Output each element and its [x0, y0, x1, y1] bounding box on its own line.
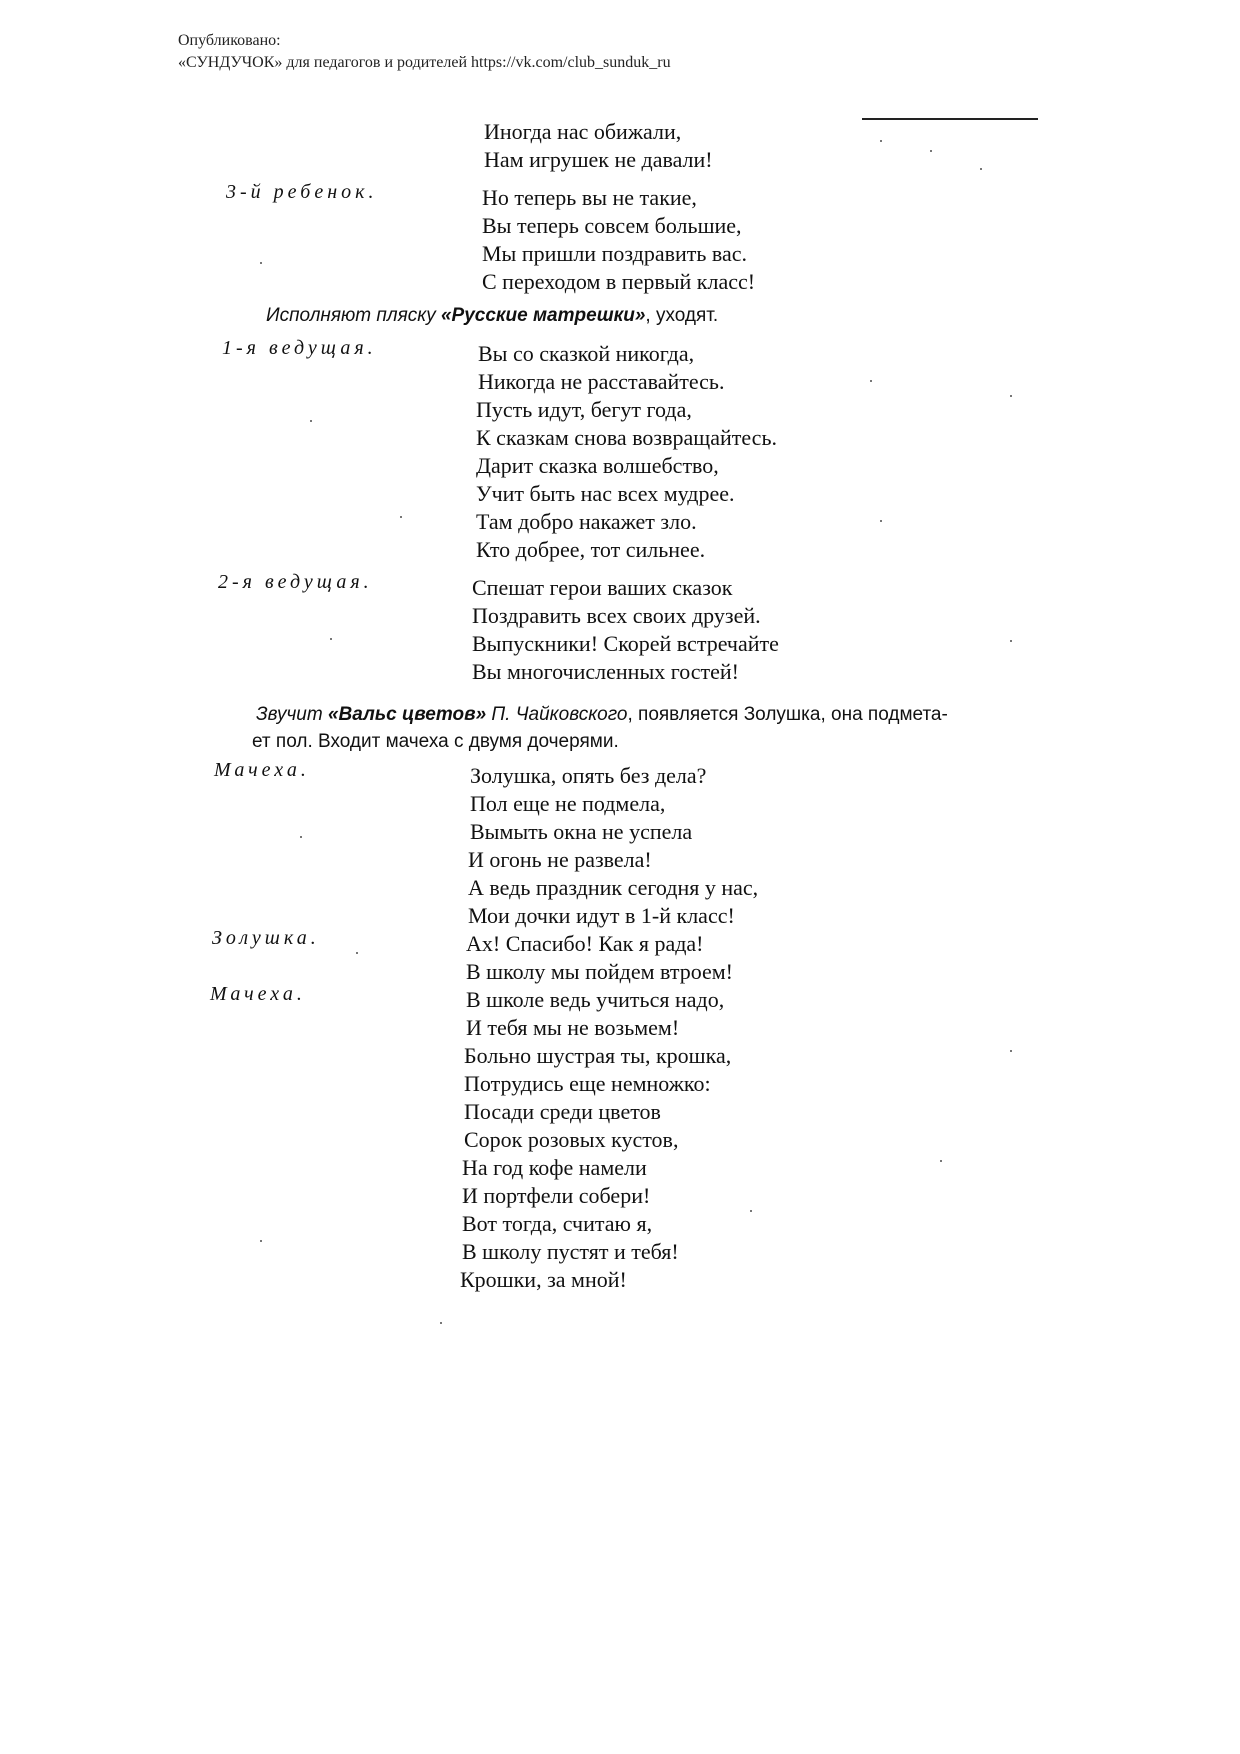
verse-line: И огонь не развела!	[468, 847, 652, 872]
verse-line: Никогда не расставайтесь.	[478, 369, 725, 394]
scan-speck	[980, 168, 982, 170]
scan-speck	[260, 262, 262, 264]
scan-speck	[400, 516, 402, 518]
published-source: «СУНДУЧОК» для педагогов и родителей https://vk.com/club_sunduk_ru	[178, 54, 671, 71]
verse-line: Мы пришли поздравить вас.	[482, 241, 748, 266]
stage-direction-line2: ет пол. Входит мачеха с двумя дочерями.	[252, 731, 619, 752]
composer: П. Чайковского	[486, 704, 628, 725]
verse-line: И портфели собери!	[462, 1183, 651, 1208]
verse-line: Сорок розовых кустов,	[464, 1127, 679, 1152]
scan-speck	[1010, 395, 1012, 397]
speaker-child-3: 3-й ребенок.	[226, 181, 378, 203]
scan-speck	[260, 1240, 262, 1242]
scan-speck	[930, 150, 932, 152]
verse-line: Пол еще не подмела,	[470, 791, 666, 816]
published-label: Опубликовано:	[178, 32, 281, 49]
verse-line: В школу мы пойдем втроем!	[466, 959, 734, 984]
verse-line: Посади среди цветов	[464, 1099, 661, 1124]
verse-line: Потрудись еще немножко:	[464, 1071, 711, 1096]
verse-line: А ведь праздник сегодня у нас,	[468, 875, 759, 900]
stage-direction	[256, 702, 948, 728]
verse-line: С переходом в первый класс!	[482, 269, 756, 294]
verse-line: Но теперь вы не такие,	[482, 185, 697, 210]
scan-speck	[870, 380, 872, 382]
verse-line: В школе ведь учиться надо,	[466, 987, 725, 1012]
verse-line: Кто добрее, тот сильнее.	[476, 537, 706, 562]
stage-direction	[266, 303, 718, 329]
verse-line: Выпускники! Скорей встречайте	[472, 631, 779, 656]
scan-speck	[880, 140, 882, 142]
scan-speck	[330, 638, 332, 640]
verse-line: Больно шустрая ты, крошка,	[464, 1043, 732, 1068]
verse-line: Вы теперь совсем большие,	[482, 213, 742, 238]
verse-line: Иногда нас обижали,	[484, 119, 682, 144]
scan-speck	[440, 1322, 442, 1324]
scan-speck	[880, 520, 882, 522]
verse-line: Учит быть нас всех мудрее.	[476, 481, 735, 506]
verse-line: Вот тогда, считаю я,	[462, 1211, 653, 1236]
top-rule	[862, 118, 1038, 120]
scan-speck	[1010, 1050, 1012, 1052]
scan-speck	[940, 1160, 942, 1162]
dance-title: «Русские матрешки»	[440, 305, 646, 326]
verse-line: Там добро накажет зло.	[476, 509, 697, 534]
speaker-host-2: 2-я ведущая.	[218, 571, 373, 593]
verse-line: На год кофе намели	[462, 1155, 647, 1180]
verse-line: Поздравить всех своих друзей.	[472, 603, 761, 628]
verse-line: Спешат герои ваших сказок	[472, 575, 733, 600]
verse-line: Ах! Спасибо! Как я рада!	[466, 931, 704, 956]
published-header	[178, 30, 671, 74]
scan-speck	[750, 1210, 752, 1212]
verse-line: Золушка, опять без дела?	[470, 763, 707, 788]
verse-line: Вымыть окна не успела	[470, 819, 693, 844]
scan-speck	[356, 952, 358, 954]
scan-speck	[1010, 640, 1012, 642]
verse-line: И тебя мы не возьмем!	[466, 1015, 680, 1040]
stage-text: , уходят.	[645, 305, 719, 326]
verse-line: Вы со сказкой никогда,	[478, 341, 695, 366]
speaker-host-1: 1-я ведущая.	[222, 337, 377, 359]
stage-text: Исполняют пляску	[266, 305, 441, 326]
verse-line: К сказкам снова возвращайтесь.	[476, 425, 777, 450]
verse-line: Нам игрушек не давали!	[484, 147, 713, 172]
stage-text: Звучит	[256, 704, 328, 725]
verse-line: Вы многочисленных гостей!	[472, 659, 739, 684]
scan-speck	[310, 420, 312, 422]
stage-text: , появляется Золушка, она подмета-	[627, 704, 948, 725]
verse-line: Крошки, за мной!	[460, 1267, 627, 1292]
verse-line: В школу пустят и тебя!	[462, 1239, 679, 1264]
verse-line: Мои дочки идут в 1-й класс!	[468, 903, 735, 928]
scan-speck	[300, 836, 302, 838]
speaker-cinderella: Золушка.	[212, 927, 320, 949]
verse-line: Пусть идут, бегут года,	[476, 397, 692, 422]
verse-line: Дарит сказка волшебство,	[476, 453, 719, 478]
speaker-stepmother: Мачеха.	[210, 983, 306, 1005]
music-title: «Вальс цветов»	[327, 704, 487, 725]
speaker-stepmother: Мачеха.	[214, 759, 310, 781]
